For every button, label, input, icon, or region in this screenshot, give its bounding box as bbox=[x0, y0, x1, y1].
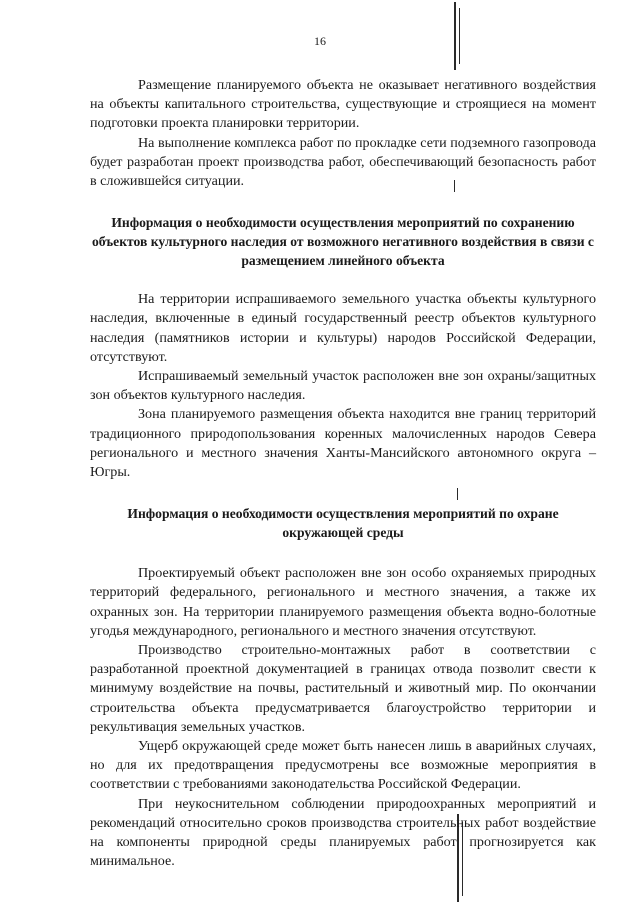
scan-artifact bbox=[454, 2, 456, 70]
body-paragraph: На территории испрашиваемого земельного участка объекты культурного наследия, включенные в единый государственный реестр объектов культурного наследия (памятников истории и культуры) народов Российской Федерации, отсутствуют. bbox=[90, 291, 596, 365]
body-paragraph: На выполнение комплекса работ по прокладке сети подземного газопровода будет разработан проект производства работ, обеспечивающий безопасность работ в сложившейся ситуации. bbox=[90, 134, 596, 190]
body-paragraph: Зона планируемого размещения объекта находится вне границ территорий традиционного природопользования коренных малочисленных народов Севера регионального и местного значения Ханты-Мансийского автономного округа – Югры. bbox=[90, 406, 596, 481]
body-paragraph: Испрашиваемый земельный участок расположен вне зон охраны/защитных зон объектов культурного наследия. bbox=[90, 368, 596, 404]
section-heading: Информация о необходимости осуществления мероприятий по сохранению объектов культурного наследия от возможного негативного воздействия в связи с размещением линейного объекта bbox=[92, 215, 594, 269]
body-paragraph: Производство строительно-монтажных работ в соответствии с разработанной проектной документацией в границах отвода позволит свести к минимуму воздействие на почвы, растительный и животный мир. По окончании строительства объекта предусматривается благоустройство территории и рекультивация земельных участков. bbox=[90, 642, 596, 735]
document-body bbox=[90, 76, 596, 872]
page-number: 16 bbox=[314, 34, 326, 48]
body-paragraph: Проектируемый объект расположен вне зон особо охраняемых природных территорий федерального, регионального и местного значения, а также их охранных зон. На территории планируемого размещения объекта водно-болотные угодья международного, регионального и местного значения отсутствуют. bbox=[90, 565, 596, 639]
section-heading: Информация о необходимости осуществления мероприятий по охране окружающей среды bbox=[127, 506, 559, 541]
scan-artifact bbox=[459, 8, 460, 64]
body-paragraph: Размещение планируемого объекта не оказывает негативного воздействия на объекты капитального строительства, существующие и строящиеся на момент подготовки проекта планировки территории. bbox=[90, 77, 596, 132]
body-paragraph: Ущерб окружающей среде может быть нанесен лишь в аварийных случаях, но для их предотвращения предусмотрены все возможные мероприятия в соответствии с требованиями законодательства Российской Федерации. bbox=[90, 738, 596, 793]
body-paragraph: При неукоснительном соблюдении природоохранных мероприятий и рекомендаций относительно сроков производства строительных работ воздействие на компоненты природной среды планируемых работ прогнозируется как минимальное. bbox=[90, 795, 596, 870]
